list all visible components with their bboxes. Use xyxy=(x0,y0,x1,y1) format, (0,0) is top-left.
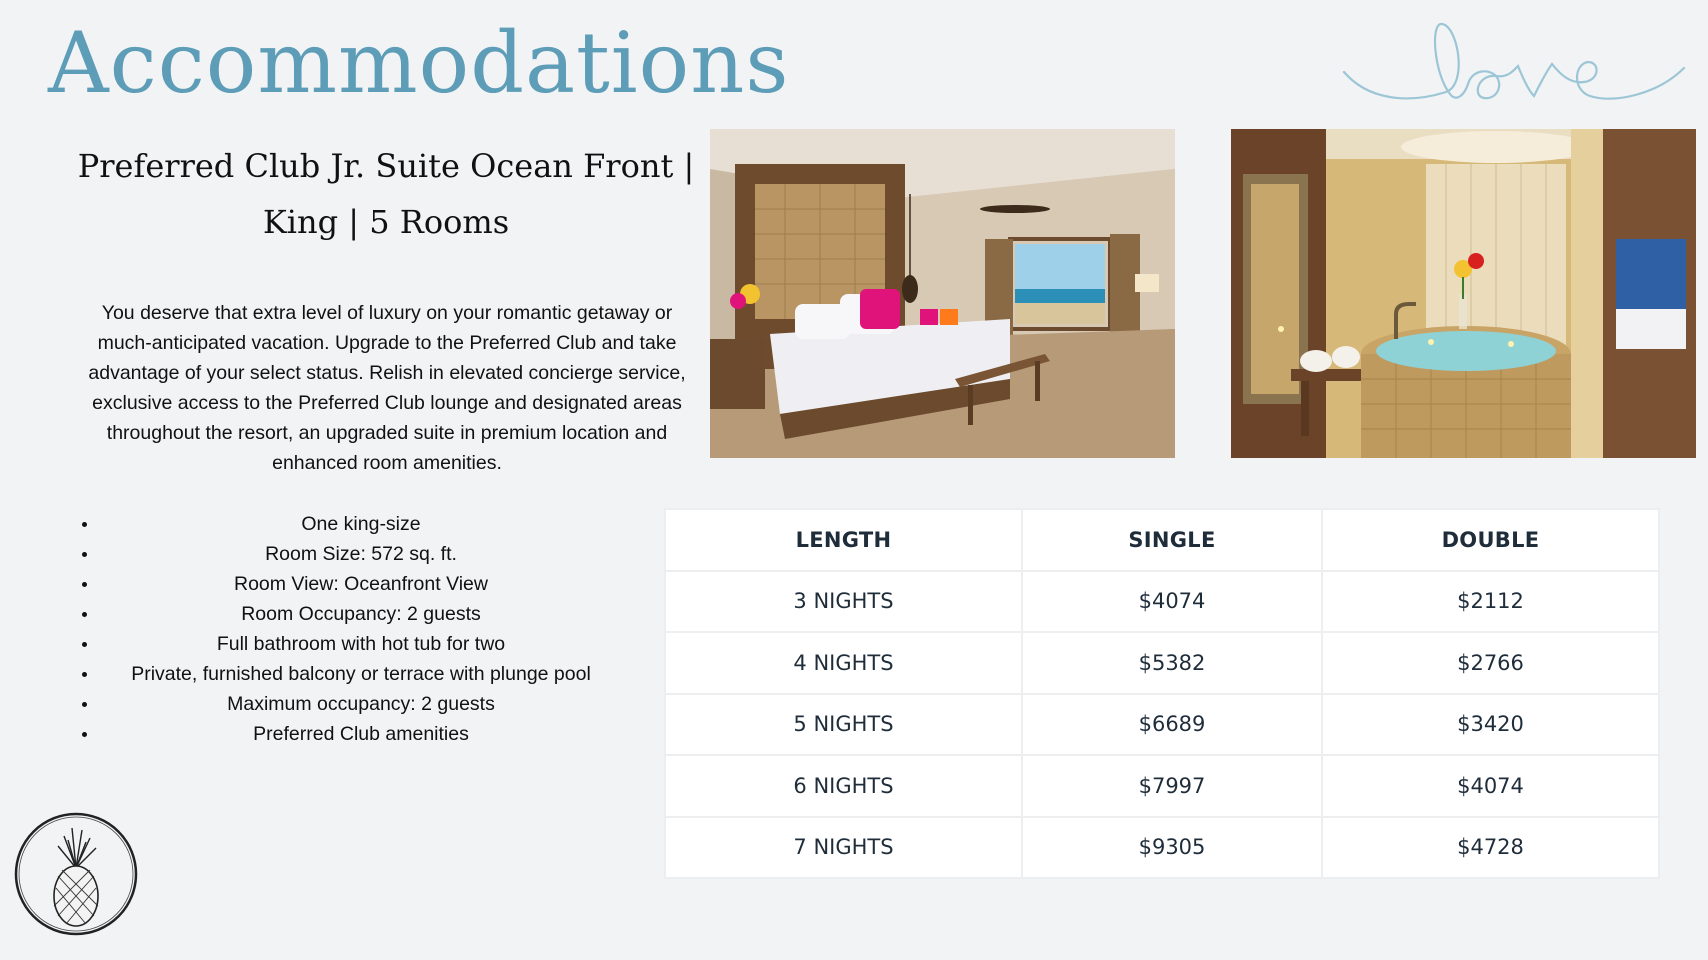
bullet-icon xyxy=(82,522,87,527)
amenity-text: Full bathroom with hot tub for two xyxy=(216,633,506,655)
bullet-icon xyxy=(82,642,87,647)
table-row xyxy=(665,632,1659,694)
cell-length: 5 NIGHTS xyxy=(665,694,1022,756)
bullet-icon xyxy=(82,732,87,737)
cell-length: 6 NIGHTS xyxy=(665,755,1022,817)
table-row xyxy=(665,755,1659,817)
cell-double: $4728 xyxy=(1322,817,1659,879)
amenity-item xyxy=(82,659,640,689)
bedroom-photo xyxy=(710,129,1175,458)
room-description: You deserve that extra level of luxury on your romantic getaway or much-anticipated vacation. Upgrade to the Preferred Club and take advantage of your select status. Relish in elevated concierge service, exclusive access to the Preferred Club lounge and designated areas throughout the resort, an upgraded suite in premium location and enhanced room amenities. xyxy=(88,302,686,474)
bullet-icon xyxy=(82,582,87,587)
pineapple-logo xyxy=(12,810,140,938)
amenity-item xyxy=(82,539,640,569)
amenity-item xyxy=(82,689,640,719)
cell-double: $4074 xyxy=(1322,755,1659,817)
cell-single: $6689 xyxy=(1022,694,1322,756)
amenity-item xyxy=(82,599,640,629)
bullet-icon xyxy=(82,672,87,677)
header-length: LENGTH xyxy=(665,509,1022,571)
amenity-list xyxy=(82,509,640,749)
table-header-row xyxy=(665,509,1659,571)
room-title xyxy=(70,138,702,250)
cell-double: $2766 xyxy=(1322,632,1659,694)
cell-single: $9305 xyxy=(1022,817,1322,879)
cell-length: 7 NIGHTS xyxy=(665,817,1022,879)
cell-single: $7997 xyxy=(1022,755,1322,817)
amenity-item xyxy=(82,629,640,659)
bullet-icon xyxy=(82,702,87,707)
page-title: Accommodations xyxy=(48,14,790,112)
amenity-item xyxy=(82,509,640,539)
amenity-item xyxy=(82,719,640,749)
cell-double: $3420 xyxy=(1322,694,1659,756)
amenity-text: Room View: Oceanfront View xyxy=(234,573,488,595)
table-row xyxy=(665,571,1659,633)
table-row xyxy=(665,694,1659,756)
bullet-icon xyxy=(82,612,87,617)
rate-table xyxy=(664,508,1660,879)
bathroom-photo xyxy=(1231,129,1696,458)
amenity-text: One king-size xyxy=(301,513,421,535)
amenity-text: Preferred Club amenities xyxy=(253,723,469,745)
room-title-line2: King | 5 Rooms xyxy=(262,203,510,241)
bullet-icon xyxy=(82,552,87,557)
love-script-decoration xyxy=(1338,14,1690,104)
header-single: SINGLE xyxy=(1022,509,1322,571)
cell-length: 4 NIGHTS xyxy=(665,632,1022,694)
amenity-text: Room Size: 572 sq. ft. xyxy=(265,543,457,565)
cell-single: $5382 xyxy=(1022,632,1322,694)
cell-double: $2112 xyxy=(1322,571,1659,633)
amenity-item xyxy=(82,569,640,599)
cell-length: 3 NIGHTS xyxy=(665,571,1022,633)
amenity-text: Room Occupancy: 2 guests xyxy=(241,603,481,625)
room-title-line1: Preferred Club Jr. Suite Ocean Front | xyxy=(77,147,695,185)
amenity-text: Private, furnished balcony or terrace with plunge pool xyxy=(131,663,591,685)
table-row xyxy=(665,817,1659,879)
cell-single: $4074 xyxy=(1022,571,1322,633)
amenity-text: Maximum occupancy: 2 guests xyxy=(227,693,495,715)
header-double: DOUBLE xyxy=(1322,509,1659,571)
